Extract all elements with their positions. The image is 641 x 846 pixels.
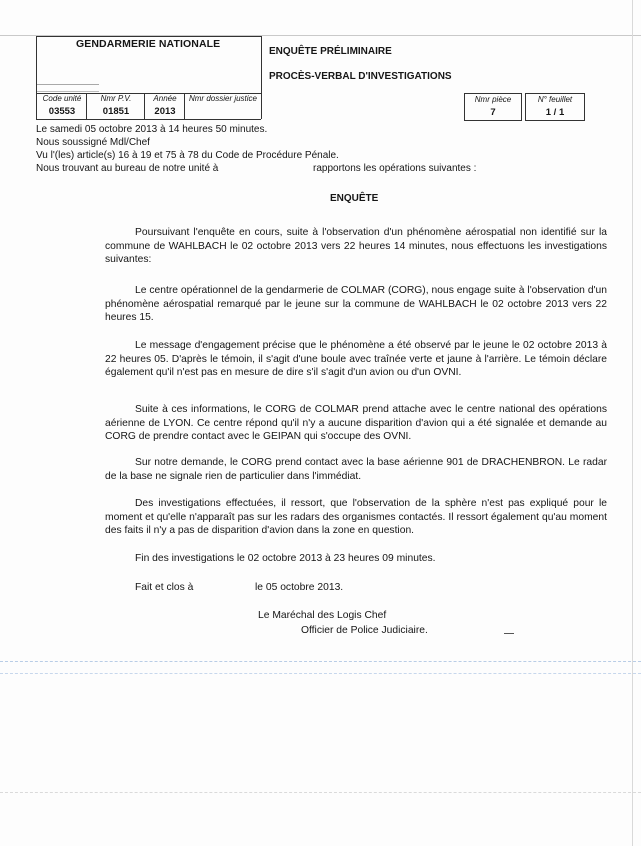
paragraph-7: Fin des investigations le 02 octobre 2013 à 23 heures 09 minutes.: [135, 553, 436, 564]
label-nmr-piece: Nmr pièce: [474, 95, 512, 104]
closing-date: le 05 octobre 2013.: [255, 582, 344, 593]
signatory-rank: Le Maréchal des Logis Chef: [258, 610, 387, 621]
section-title-enquete: ENQUÊTE: [330, 193, 379, 204]
scan-artifact-rule: [0, 792, 641, 793]
intro-officer-line: Nous soussigné Mdl/Chef: [36, 137, 150, 148]
ref-table-bottom-rule: [36, 119, 261, 120]
cell-code-unite: [36, 93, 87, 119]
value-nmr-piece: 7: [490, 107, 496, 118]
redacted-unit-name: [37, 84, 99, 92]
paragraph-1: Poursuivant l'enquête en cours, suite à l'observation d'un phénomène aérospatial non identifié sur la commune de WAHLBACH le 02 octobre 2013 vers 22 heures 14 minutes, nous effectuons les investigations suivantes:: [105, 227, 607, 265]
value-feuillet: 1 / 1: [545, 107, 565, 118]
scan-right-edge: [632, 0, 633, 846]
paragraph-5: Sur notre demande, le CORG prend contact avec la base aérienne 901 de DRACHENBRON. Le radar de la base ne signale rien de particulier dans l'immédiat.: [105, 457, 607, 482]
signature-mark: [504, 633, 514, 634]
paragraph-2: Le centre opérationnel de la gendarmerie de COLMAR (CORG), nous engage suite à l'observation d'un phénomène aérospatial remarqué par le jeune sur la commune de WAHLBACH le 02 octobre 2013 vers 22 heures 15.: [105, 285, 607, 323]
closing-place: Fait et clos à: [135, 582, 194, 593]
organization-name: GENDARMERIE NATIONALE: [76, 38, 221, 50]
intro-location-line: Nous trouvant au bureau de notre unité à: [36, 163, 219, 174]
label-annee: Année: [153, 94, 177, 103]
intro-operations-line: rapportons les opérations suivantes :: [313, 163, 477, 174]
label-feuillet: N° feuillet: [537, 95, 573, 104]
cell-annee: [144, 93, 185, 119]
cell-nmr-piece: [464, 93, 522, 121]
procedure-type: ENQUÊTE PRÉLIMINAIRE: [269, 46, 392, 57]
value-annee: 2013: [154, 106, 176, 117]
document-title: PROCÈS-VERBAL D'INVESTIGATIONS: [269, 71, 452, 82]
cell-feuillet: [525, 93, 585, 121]
intro-articles-line: Vu l'(les) article(s) 16 à 19 et 75 à 78 du Code de Procédure Pénale.: [36, 150, 339, 161]
signatory-title: Officier de Police Judiciaire.: [301, 625, 428, 636]
paragraph-6: Des investigations effectuées, il ressort, que l'observation de la sphère n'est pas expliqué pour le moment et qu'elle n'apparaît pas sur les radars des organismes contactés. Il ressort également qu'au moment des faits il n'y a pas de disparition d'avion dans la zone en question.: [105, 498, 607, 536]
intro-date-line: Le samedi 05 octobre 2013 à 14 heures 50 minutes.: [36, 124, 268, 135]
label-dossier-justice: Nmr dossier justice: [188, 94, 257, 103]
label-nmr-pv: Nmr P.V.: [100, 94, 132, 103]
cell-nmr-pv: [86, 93, 145, 119]
cell-dossier-justice: [184, 93, 262, 119]
scan-artifact-rule: [0, 661, 641, 662]
value-code-unite: 03553: [48, 106, 76, 117]
value-nmr-pv: 01851: [102, 106, 130, 117]
paragraph-3: Le message d'engagement précise que le phénomène a été observé par le jeune le 02 octobre 2013 à 22 heures 05. D'après le témoin, il s'agit d'une boule avec traînée verte et jaune à l'arrière. Le témoin déclare également qu'il n'est pas en mesure de dire s'il s'agit d'un avion ou d'un OVNI.: [105, 340, 607, 378]
paragraph-4: Suite à ces informations, le CORG de COLMAR prend attache avec le centre national des opérations aérienne de LYON. Ce centre répond qu'il n'y a aucune disparition d'avion qui a été signalée et demande au CORG de prendre contact avec le GEIPAN qui s'occupe des OVNI.: [105, 404, 607, 442]
label-code-unite: Code unité: [42, 94, 82, 103]
scan-artifact-rule: [0, 673, 641, 674]
